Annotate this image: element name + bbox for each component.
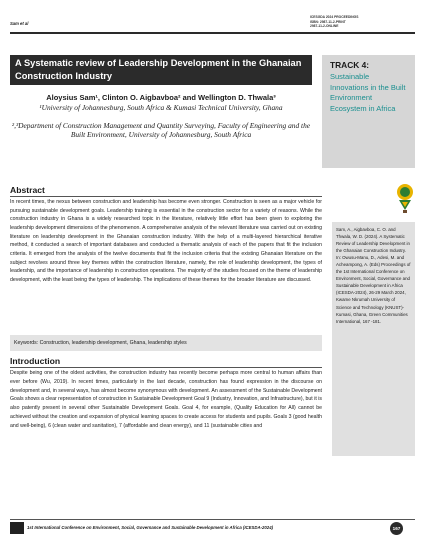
abstract-heading: Abstract (10, 185, 45, 195)
introduction-divider (10, 367, 322, 368)
abstract-divider (10, 196, 322, 197)
introduction-text: Despite being one of the oldest activities, the construction industry has recently become perhaps more central to human affairs than ever before (Wu, 2019). In recent times, particularly in the last decade, construction has found expression in the discourse on development and, in several ways, has almost become synonymous with development. An assessment of the Sustainable Development Goals shows a clear representation of construction in Sustainable Development Goal 9 (Industry, Innovation, and Infrastructure), but it is also patently present in several other Sustainable Development Goals. Goal 4, for example, (Quality Education for All) cannot be achieved without the creation and expansion of physical learning spaces to create access for students and pupils. Goals 3 (good health and well-being), 6 (clean water and sanitation), 7 (affordable and clean energy), and 11 (sustainable cities and (10, 370, 322, 429)
keywords: Keywords: Construction, leadership development, Ghana, leadership styles (10, 335, 322, 351)
track-box (322, 55, 415, 168)
introduction-heading: Introduction (10, 356, 61, 366)
header-divider (10, 32, 415, 34)
affiliation-2: ²,³Department of Construction Management and Quantity Surveying, Faculty of Engineering and the Built Environment, University of Johannesburg, South Africa (11, 120, 311, 139)
proceedings-line: 2987-11-2-ONLINE (310, 24, 339, 29)
footer-bar (10, 522, 24, 534)
track-title: TRACK 4: (330, 60, 370, 70)
proceedings-line: ICESGDA 2024 PROCEEDINGS (310, 15, 359, 19)
paper-title: A Systematic review of Leadership Development in the Ghanaian Construction Industry (10, 55, 312, 85)
footer-divider (10, 519, 415, 520)
affiliation-1: ¹University of Johannesburg, South Africa & Kumasi Technical University, Ghana (39, 103, 283, 112)
page-number: 167 (390, 522, 403, 535)
abstract-text: In recent times, the nexus between construction and leadership has become even stronger. Construction is seen as a major vehicle for pursuing sustainable development goals. Leadership training is essential in the construction sector for a variety of reasons. While the construction industry in Ghana is a widely researched topic in the literature, relatively little effort has been given to exploring the leadership development dimensions of the phenomenon. A comprehensive analysis of the relevant literature was carried out on existing literature on leadership development in the Ghanaian construction industry. With the help of a multi-layered hierarchical iterative method, it conducted a search of important databases and conducted a thematic analysis of each of the papers that fit the inclusion criteria. It emerged from the analysis of the twelve documents that fit the inclusion criteria that the existing Ghanaian literature on the subject revolves around three key themes within the construction literature, namely, the role of leadership development, the types of leadership, and the importance of leadership in construction operations. The majority of the studies focused on the theme of leadership development, with the least being the types of leadership. The implications of these themes for the broader literature are discussed. (10, 199, 322, 283)
proceedings-line: ISBN: 2987-11-2-PRINT (310, 19, 346, 24)
running-author: Sam et al (10, 21, 29, 26)
author-names: Aloysius Sam¹, Clinton O. Aigbavboa² and Wellington D. Thwala³ (46, 93, 276, 102)
author-block (10, 93, 312, 140)
proceedings-info (310, 15, 418, 29)
track-text: Sustainable Innovations in the Built Environment Ecosystem in Africa (330, 72, 406, 113)
footer-conference: 1st International Conference on Environment, Social, Governance and Sustainable Development in Africa (ICESDA-2024) (27, 525, 274, 530)
citation-box: Sam, A., Aigbavboa, C. O. and Thwala, W. D. (2024). A Systematic Review of Leadership Development in the Ghanaian Construction Industry. In: Owusu-Manu, D., Adesi, M. and Acheampong, A. (Eds) Proceedings of the 1st International Conference on Environment, Social, Governance and Sustainable Development in Africa (ICESDA-2024), 26-29 March 2024, Kwame Nkrumah University of Science and Technology (KNUST)-Kumasi, Ghana, Green Communities International, 167 -181. (332, 222, 415, 456)
conference-logo-icon (393, 182, 417, 214)
